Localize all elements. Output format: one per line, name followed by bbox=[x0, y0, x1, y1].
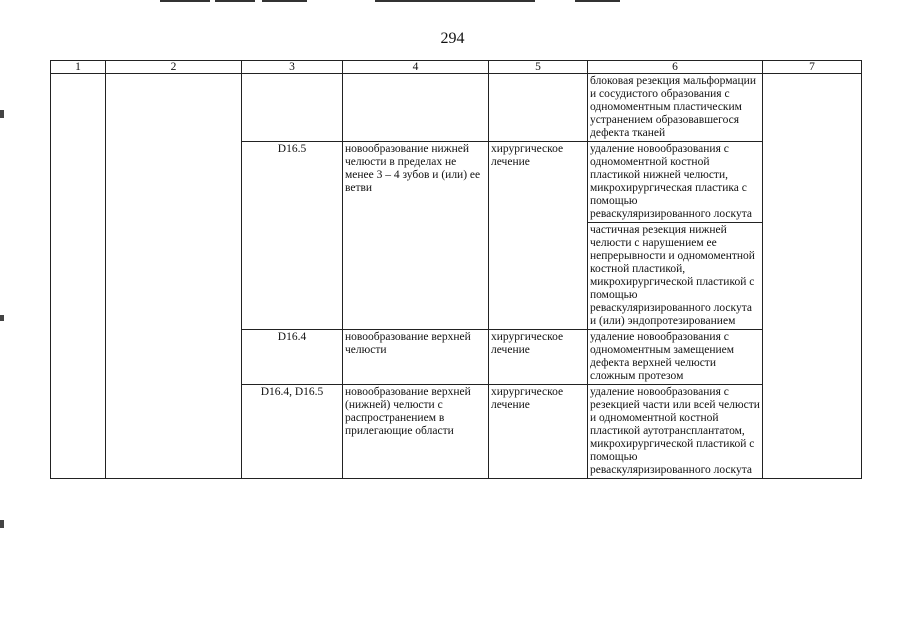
diagnosis-code: D16.4 bbox=[242, 330, 343, 385]
method-cell: удаление новообразования с резекцией части или всей челюсти и одномоментной костной пластикой аутотрансплантатом, микрохирургической пластикой с помощью реваскуляризированного лоскута bbox=[588, 385, 763, 479]
medical-care-table bbox=[50, 60, 862, 479]
method-cell: блоковая резекция мальформации и сосудистого образования с одномоментным пластическим устранением образовавшегося дефекта тканей bbox=[588, 74, 763, 142]
column-header: 6 bbox=[588, 61, 763, 74]
method-cell: частичная резекция нижней челюсти с нарушением ее непрерывности и одномоментной костной пластикой, микрохирургической пластикой с помощью реваскуляризированного лоскута и (или) эндопротезированием bbox=[588, 223, 763, 330]
method-cell: удаление новообразования с одномоментной костной пластикой нижней челюсти, микрохирургическая пластика с помощью реваскуляризированного лоскута bbox=[588, 142, 763, 223]
treatment-type-cell: хирургическое лечение bbox=[489, 142, 588, 330]
page-number: 294 bbox=[440, 30, 465, 47]
column-header: 2 bbox=[106, 61, 242, 74]
col1-cell bbox=[51, 74, 106, 479]
scan-edge-mark bbox=[0, 520, 4, 528]
column-header: 7 bbox=[763, 61, 862, 74]
condition-cell: новообразование верхней (нижней) челюсти с распространением в прилегающие области bbox=[343, 385, 489, 479]
table-header-row bbox=[51, 61, 862, 74]
treatment-type-cell: хирургическое лечение bbox=[489, 330, 588, 385]
top-rule bbox=[575, 0, 620, 2]
diagnosis-code: D16.5 bbox=[242, 142, 343, 330]
scan-edge-mark bbox=[0, 315, 4, 321]
method-cell: удаление новообразования с одномоментным замещением дефекта верхней челюсти сложным протезом bbox=[588, 330, 763, 385]
col7-cell bbox=[763, 74, 862, 479]
condition-cell: новообразование нижней челюсти в пределах не менее 3 – 4 зубов и (или) ее ветви bbox=[343, 142, 489, 330]
column-header: 4 bbox=[343, 61, 489, 74]
column-header: 1 bbox=[51, 61, 106, 74]
top-rule bbox=[262, 0, 307, 2]
diagnosis-code: D16.4, D16.5 bbox=[242, 385, 343, 479]
treatment-type-cell: хирургическое лечение bbox=[489, 385, 588, 479]
top-rule bbox=[375, 0, 535, 2]
condition-cell bbox=[343, 74, 489, 142]
top-rule bbox=[160, 0, 210, 2]
column-header: 3 bbox=[242, 61, 343, 74]
condition-cell: новообразование верхней челюсти bbox=[343, 330, 489, 385]
col2-cell bbox=[106, 74, 242, 479]
top-rule bbox=[215, 0, 255, 2]
diagnosis-code bbox=[242, 74, 343, 142]
table-row bbox=[51, 74, 862, 142]
column-header: 5 bbox=[489, 61, 588, 74]
scan-edge-mark bbox=[0, 110, 4, 118]
treatment-type-cell bbox=[489, 74, 588, 142]
